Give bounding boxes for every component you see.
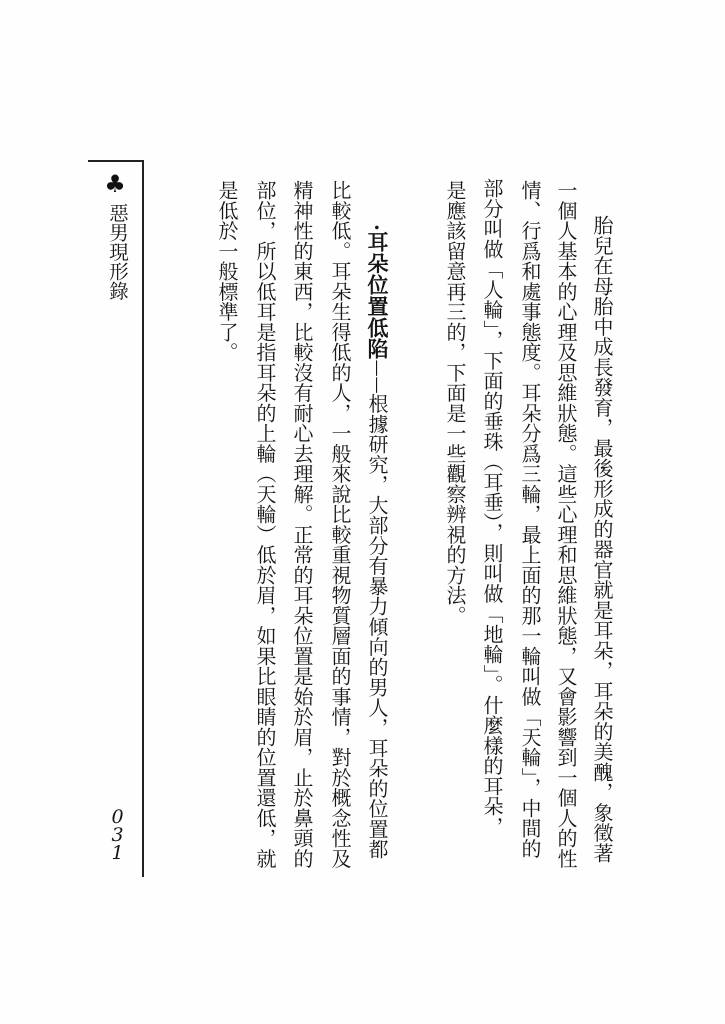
club-icon: ♣ bbox=[104, 170, 126, 198]
body-line: 一個人基本的心理及思維狀態。這些心理和思維狀態，又會影響到一個人的性 bbox=[554, 180, 578, 869]
body-line: 是應該留意再三的，下面是一些觀察辨視的方法。 bbox=[443, 180, 467, 626]
section-line: 部位，所以低耳是指耳朵的上輪（天輪）低於眉，如果比眼睛的位置還低，就 bbox=[253, 180, 277, 869]
section-line: 比較低。耳朵生得低的人，一般來說比較重視物質層面的事情，對於概念性及 bbox=[328, 180, 352, 869]
body-line: 胎兒在母胎中成長發育，最後形成的器官就是耳朵，耳朵的美醜，象徵著 bbox=[590, 215, 614, 863]
running-head-title: 惡男現形錄 bbox=[106, 203, 129, 301]
section-line: 精神性的東西，比較沒有耐心去理解。正常的耳朵位置是始於眉，止於鼻頭的 bbox=[290, 180, 314, 869]
section-bullet: · bbox=[365, 224, 389, 232]
section-heading: 耳朵位置低陷 bbox=[365, 231, 390, 360]
section-first-line: 根據研究，大部分有暴力傾向的男人，耳朵的位置都 bbox=[365, 393, 389, 860]
section-first-column bbox=[362, 224, 392, 859]
section-line: 是低於一般標準了。 bbox=[215, 180, 239, 363]
top-margin-rule bbox=[88, 160, 143, 162]
left-margin-rule bbox=[142, 160, 144, 877]
body-line: 情、行爲和處事態度。耳朵分爲三輪，最上面的那一輪叫做「天輪」，中間的 bbox=[518, 180, 542, 859]
page-number: 031 bbox=[111, 806, 124, 864]
section-dash: —— bbox=[367, 359, 387, 394]
body-line: 部分叫做「人輪」，下面的垂珠（耳垂），則叫做「地輪」。什麼樣的耳朵， bbox=[480, 178, 504, 837]
